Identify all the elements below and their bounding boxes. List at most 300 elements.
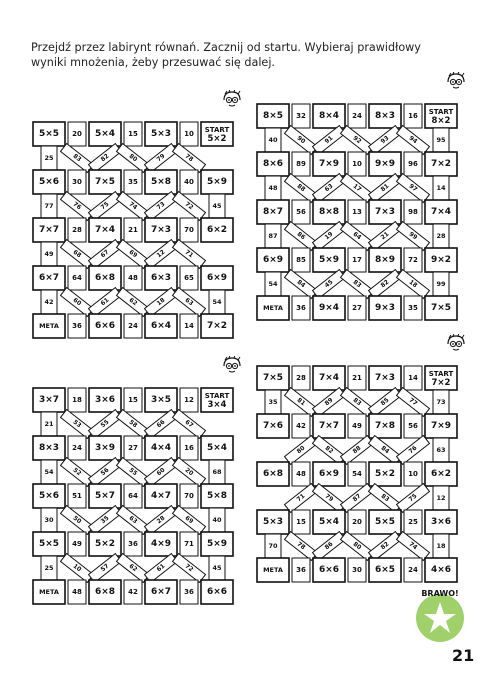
link-connector bbox=[117, 458, 150, 487]
link-connector bbox=[313, 388, 346, 417]
equation-cell bbox=[145, 170, 177, 194]
link-connector bbox=[285, 126, 318, 155]
maze-1 bbox=[31, 120, 235, 340]
equation-cell bbox=[145, 484, 177, 508]
maze-grid bbox=[31, 386, 235, 606]
link-text: 28 bbox=[436, 232, 446, 240]
link-text: 82 bbox=[379, 540, 391, 552]
equation-cell bbox=[257, 152, 289, 176]
equation-text: 5×4 bbox=[318, 517, 340, 527]
link-text: 52 bbox=[71, 466, 83, 478]
number-cell bbox=[348, 296, 366, 320]
equation-text: 5×6 bbox=[38, 177, 60, 187]
equation-text: 6×2 bbox=[430, 469, 452, 479]
equation-text: 5×4 bbox=[94, 129, 116, 139]
equation-text: 8×8 bbox=[318, 207, 340, 217]
link-text: 95 bbox=[436, 136, 446, 144]
link-connector bbox=[313, 270, 346, 299]
link-connector bbox=[145, 192, 178, 221]
link-text: 18 bbox=[155, 296, 167, 308]
diagonal-link bbox=[397, 484, 430, 513]
maze-grid bbox=[255, 364, 459, 584]
link-text: 91 bbox=[323, 134, 335, 146]
diagonal-link bbox=[369, 126, 402, 155]
equation-cell bbox=[201, 436, 233, 460]
number-text: 72 bbox=[408, 256, 418, 264]
diagonal-link bbox=[89, 144, 122, 173]
link-text: 78 bbox=[295, 540, 307, 552]
link-connector bbox=[209, 290, 225, 314]
diagonal-link bbox=[285, 436, 318, 465]
link-text: 60 bbox=[71, 296, 83, 308]
equation-cell bbox=[257, 510, 289, 534]
link-connector bbox=[41, 460, 57, 484]
bravo-label: BRAWO! bbox=[421, 589, 459, 598]
link-connector bbox=[209, 194, 225, 218]
number-cell bbox=[348, 510, 366, 534]
diagonal-link bbox=[313, 174, 346, 203]
equation-text: META bbox=[39, 322, 59, 330]
equation-text: 6×7 bbox=[38, 273, 60, 283]
equation-text: META bbox=[263, 566, 283, 574]
number-text: 64 bbox=[72, 274, 82, 282]
equation-cell bbox=[369, 558, 401, 582]
number-cell bbox=[292, 104, 310, 128]
equation-text: 3×7 bbox=[38, 395, 60, 405]
start-cell bbox=[425, 104, 457, 128]
link-connector bbox=[61, 506, 94, 535]
number-text: 13 bbox=[352, 208, 362, 216]
number-text: 10 bbox=[184, 130, 194, 138]
number-cell bbox=[348, 200, 366, 224]
link-text: 69 bbox=[183, 514, 195, 526]
diagonal-link bbox=[145, 410, 178, 439]
number-text: 64 bbox=[128, 492, 138, 500]
diagonal-link bbox=[341, 388, 374, 417]
equation-cell bbox=[257, 414, 289, 438]
link-connector bbox=[41, 242, 57, 266]
number-text: 35 bbox=[408, 304, 418, 312]
number-cell bbox=[68, 122, 86, 146]
link-connector bbox=[265, 176, 281, 200]
diagonal-link bbox=[341, 222, 374, 251]
number-cell bbox=[124, 436, 142, 460]
equation-cell bbox=[33, 484, 65, 508]
diagonal-link bbox=[61, 192, 94, 221]
number-cell bbox=[348, 558, 366, 582]
equation-cell bbox=[201, 580, 233, 604]
equation-text: 4×4 bbox=[150, 443, 172, 453]
link-connector bbox=[117, 554, 150, 583]
equation-cell bbox=[425, 152, 457, 176]
link-text: 45 bbox=[212, 564, 222, 572]
number-text: 36 bbox=[296, 566, 306, 574]
meta-cell bbox=[33, 314, 65, 338]
equation-text: 5×5 bbox=[374, 517, 396, 527]
equation-text: 7×2 bbox=[206, 321, 228, 331]
diagonal-link bbox=[145, 144, 178, 173]
number-cell bbox=[404, 200, 422, 224]
link-text: 71 bbox=[295, 492, 307, 504]
diagonal-link bbox=[117, 458, 150, 487]
link-connector bbox=[89, 192, 122, 221]
maze-grid bbox=[255, 102, 459, 322]
link-connector bbox=[117, 144, 150, 173]
diagonal-link bbox=[341, 126, 374, 155]
number-text: 89 bbox=[296, 160, 306, 168]
equation-text: 5×7 bbox=[94, 491, 116, 501]
link-connector bbox=[173, 288, 206, 317]
number-cell bbox=[292, 462, 310, 486]
start-cell bbox=[201, 122, 233, 146]
equation-text: 5×3 bbox=[262, 517, 284, 527]
link-text: 40 bbox=[268, 136, 278, 144]
start-label: START bbox=[204, 392, 230, 400]
equation-text: 7×7 bbox=[38, 225, 60, 235]
number-cell bbox=[404, 414, 422, 438]
diagonal-link bbox=[117, 410, 150, 439]
start-equation: 8×2 bbox=[431, 116, 451, 126]
equation-text: 5×8 bbox=[206, 491, 228, 501]
diagonal-link bbox=[173, 506, 206, 535]
link-connector bbox=[41, 290, 57, 314]
link-connector bbox=[397, 270, 430, 299]
number-cell bbox=[404, 462, 422, 486]
number-text: 49 bbox=[352, 422, 362, 430]
equation-cell bbox=[145, 218, 177, 242]
link-text: 73 bbox=[155, 200, 167, 212]
equation-text: 5×6 bbox=[38, 491, 60, 501]
diagonal-link bbox=[89, 192, 122, 221]
mascot-icon bbox=[220, 90, 244, 108]
link-connector bbox=[341, 222, 374, 251]
equation-cell bbox=[145, 122, 177, 146]
link-text: 35 bbox=[268, 398, 278, 406]
diagonal-link bbox=[341, 270, 374, 299]
number-text: 70 bbox=[184, 226, 194, 234]
diagonal-link bbox=[397, 174, 430, 203]
link-text: 55 bbox=[99, 418, 111, 430]
link-text: 72 bbox=[183, 562, 195, 574]
link-text: 74 bbox=[407, 540, 419, 552]
number-cell bbox=[124, 122, 142, 146]
equation-cell bbox=[201, 484, 233, 508]
number-text: 15 bbox=[128, 396, 138, 404]
number-cell bbox=[348, 152, 366, 176]
equation-cell bbox=[89, 266, 121, 290]
diagonal-link bbox=[397, 222, 430, 251]
link-connector bbox=[89, 144, 122, 173]
number-text: 40 bbox=[184, 178, 194, 186]
link-connector bbox=[173, 554, 206, 583]
link-text: 78 bbox=[183, 152, 195, 164]
number-cell bbox=[68, 436, 86, 460]
number-text: 96 bbox=[408, 160, 418, 168]
equation-text: 5×9 bbox=[206, 539, 228, 549]
link-text: 83 bbox=[71, 152, 83, 164]
number-cell bbox=[180, 436, 198, 460]
number-cell bbox=[404, 248, 422, 272]
number-cell bbox=[180, 314, 198, 338]
equation-cell bbox=[89, 532, 121, 556]
link-text: 87 bbox=[351, 492, 363, 504]
link-connector bbox=[313, 222, 346, 251]
equation-text: 6×9 bbox=[206, 273, 228, 283]
equation-cell bbox=[369, 414, 401, 438]
number-cell bbox=[180, 218, 198, 242]
link-text: 76 bbox=[407, 444, 419, 456]
link-connector bbox=[433, 128, 449, 152]
equation-cell bbox=[313, 104, 345, 128]
equation-cell bbox=[257, 200, 289, 224]
link-connector bbox=[397, 126, 430, 155]
equation-cell bbox=[201, 314, 233, 338]
diagonal-link bbox=[117, 144, 150, 173]
link-connector bbox=[265, 390, 281, 414]
mascot-icon bbox=[220, 356, 244, 374]
number-cell bbox=[348, 414, 366, 438]
link-connector bbox=[285, 174, 318, 203]
link-text: 63 bbox=[323, 182, 335, 194]
link-connector bbox=[313, 126, 346, 155]
link-text: 18 bbox=[436, 542, 446, 550]
link-text: 82 bbox=[99, 152, 111, 164]
link-text: 75 bbox=[99, 200, 111, 212]
equation-text: 7×8 bbox=[374, 421, 396, 431]
link-connector bbox=[173, 240, 206, 269]
link-connector bbox=[89, 240, 122, 269]
diagonal-link bbox=[145, 458, 178, 487]
start-equation: 7×2 bbox=[431, 378, 451, 388]
link-connector bbox=[397, 436, 430, 465]
equation-text: META bbox=[39, 588, 59, 596]
equation-text: 7×4 bbox=[318, 373, 340, 383]
link-text: 63 bbox=[436, 446, 446, 454]
diagonal-link bbox=[397, 126, 430, 155]
diagonal-link bbox=[89, 458, 122, 487]
link-text: 21 bbox=[44, 420, 54, 428]
link-connector bbox=[341, 174, 374, 203]
link-text: 12 bbox=[436, 494, 446, 502]
link-connector bbox=[41, 508, 57, 532]
link-text: 21 bbox=[379, 230, 391, 242]
equation-cell bbox=[145, 314, 177, 338]
diagonal-link bbox=[173, 192, 206, 221]
link-connector bbox=[89, 458, 122, 487]
link-text: 54 bbox=[212, 298, 222, 306]
equation-text: 7×6 bbox=[262, 421, 284, 431]
equation-cell bbox=[33, 532, 65, 556]
equation-cell bbox=[313, 366, 345, 390]
diagonal-link bbox=[313, 532, 346, 561]
link-text: 70 bbox=[268, 542, 278, 550]
number-text: 65 bbox=[184, 274, 194, 282]
link-connector bbox=[313, 484, 346, 513]
diagonal-link bbox=[285, 532, 318, 561]
number-text: 70 bbox=[184, 492, 194, 500]
number-cell bbox=[68, 266, 86, 290]
number-text: 21 bbox=[352, 374, 362, 382]
equation-cell bbox=[89, 314, 121, 338]
equation-cell bbox=[89, 218, 121, 242]
number-cell bbox=[292, 510, 310, 534]
link-text: 53 bbox=[71, 418, 83, 430]
link-text: 64 bbox=[351, 230, 363, 242]
equation-cell bbox=[145, 436, 177, 460]
link-connector bbox=[145, 554, 178, 583]
link-text: 45 bbox=[323, 278, 335, 290]
equation-text: 9×9 bbox=[374, 159, 396, 169]
number-cell bbox=[68, 218, 86, 242]
link-connector bbox=[173, 506, 206, 535]
equation-text: 6×5 bbox=[374, 565, 396, 575]
link-connector bbox=[117, 506, 150, 535]
link-text: 56 bbox=[99, 466, 111, 478]
diagonal-link bbox=[145, 506, 178, 535]
link-text: 99 bbox=[407, 230, 419, 242]
diagonal-link bbox=[145, 554, 178, 583]
equation-text: 5×3 bbox=[150, 129, 172, 139]
link-connector bbox=[341, 436, 374, 465]
link-text: 55 bbox=[127, 466, 139, 478]
diagonal-link bbox=[369, 388, 402, 417]
link-connector bbox=[313, 174, 346, 203]
meta-cell bbox=[257, 296, 289, 320]
diagonal-link bbox=[313, 436, 346, 465]
number-text: 42 bbox=[296, 422, 306, 430]
equation-cell bbox=[313, 510, 345, 534]
equation-text: 6×9 bbox=[262, 255, 284, 265]
link-connector bbox=[145, 240, 178, 269]
equation-text: 7×5 bbox=[262, 373, 284, 383]
diagonal-link bbox=[173, 240, 206, 269]
link-connector bbox=[89, 506, 122, 535]
link-text: 80 bbox=[351, 540, 363, 552]
link-text: 28 bbox=[155, 514, 167, 526]
link-text: 63 bbox=[183, 296, 195, 308]
diagonal-link bbox=[285, 222, 318, 251]
start-equation: 3×4 bbox=[207, 400, 227, 410]
diagonal-link bbox=[145, 288, 178, 317]
number-text: 48 bbox=[72, 588, 82, 596]
equation-text: 6×4 bbox=[150, 321, 172, 331]
number-text: 27 bbox=[352, 304, 362, 312]
equation-text: 8×9 bbox=[374, 255, 396, 265]
link-connector bbox=[433, 390, 449, 414]
number-text: 71 bbox=[184, 540, 194, 548]
equation-cell bbox=[201, 532, 233, 556]
diagonal-link bbox=[397, 436, 430, 465]
link-text: 79 bbox=[155, 152, 167, 164]
equation-text: 8×3 bbox=[374, 111, 396, 121]
link-text: 62 bbox=[127, 562, 139, 574]
diagonal-link bbox=[285, 388, 318, 417]
link-text: 68 bbox=[212, 468, 222, 476]
number-text: 36 bbox=[128, 540, 138, 548]
number-cell bbox=[180, 580, 198, 604]
link-text: 30 bbox=[44, 516, 54, 524]
equation-text: 3×6 bbox=[94, 395, 116, 405]
equation-cell bbox=[313, 152, 345, 176]
link-connector bbox=[369, 484, 402, 513]
equation-text: 7×4 bbox=[430, 207, 452, 217]
diagonal-link bbox=[313, 270, 346, 299]
link-text: 68 bbox=[71, 248, 83, 260]
link-text: 62 bbox=[127, 296, 139, 308]
link-text: 57 bbox=[99, 562, 111, 574]
equation-cell bbox=[145, 266, 177, 290]
equation-text: 5×5 bbox=[38, 539, 60, 549]
number-cell bbox=[68, 580, 86, 604]
link-text: 86 bbox=[323, 540, 335, 552]
equation-cell bbox=[89, 122, 121, 146]
link-text: 75 bbox=[407, 492, 419, 504]
number-cell bbox=[124, 218, 142, 242]
number-text: 21 bbox=[128, 226, 138, 234]
link-connector bbox=[265, 224, 281, 248]
number-cell bbox=[68, 484, 86, 508]
diagonal-link bbox=[369, 222, 402, 251]
equation-cell bbox=[33, 266, 65, 290]
number-text: 24 bbox=[128, 322, 138, 330]
link-connector bbox=[89, 288, 122, 317]
link-text: 79 bbox=[323, 492, 335, 504]
equation-text: META bbox=[263, 304, 283, 312]
link-text: 81 bbox=[379, 182, 391, 194]
link-connector bbox=[433, 176, 449, 200]
link-text: 10 bbox=[71, 562, 83, 574]
diagonal-link bbox=[117, 192, 150, 221]
number-text: 20 bbox=[352, 518, 362, 526]
link-text: 14 bbox=[436, 184, 446, 192]
link-connector bbox=[369, 174, 402, 203]
equation-text: 3×5 bbox=[150, 395, 172, 405]
number-cell bbox=[124, 580, 142, 604]
equation-cell bbox=[369, 296, 401, 320]
number-cell bbox=[124, 484, 142, 508]
diagonal-link bbox=[313, 222, 346, 251]
diagonal-link bbox=[145, 192, 178, 221]
link-text: 18 bbox=[407, 278, 419, 290]
number-text: 20 bbox=[72, 130, 82, 138]
link-text: 92 bbox=[351, 134, 363, 146]
link-text: 69 bbox=[127, 248, 139, 260]
diagonal-link bbox=[369, 484, 402, 513]
link-text: 48 bbox=[268, 184, 278, 192]
equation-cell bbox=[425, 558, 457, 582]
number-text: 10 bbox=[352, 160, 362, 168]
link-connector bbox=[117, 240, 150, 269]
equation-text: 7×5 bbox=[94, 177, 116, 187]
link-text: 40 bbox=[212, 516, 222, 524]
equation-text: 8×3 bbox=[38, 443, 60, 453]
number-text: 14 bbox=[184, 322, 194, 330]
link-text: 12 bbox=[155, 248, 167, 260]
equation-text: 7×3 bbox=[374, 373, 396, 383]
equation-cell bbox=[257, 462, 289, 486]
number-cell bbox=[404, 152, 422, 176]
link-connector bbox=[285, 484, 318, 513]
number-cell bbox=[124, 532, 142, 556]
diagonal-link bbox=[89, 410, 122, 439]
equation-text: 6×3 bbox=[150, 273, 172, 283]
diagonal-link bbox=[61, 288, 94, 317]
equation-text: 9×4 bbox=[318, 303, 340, 313]
link-text: 80 bbox=[295, 444, 307, 456]
equation-text: 6×8 bbox=[94, 587, 116, 597]
equation-cell bbox=[145, 532, 177, 556]
link-connector bbox=[41, 194, 57, 218]
